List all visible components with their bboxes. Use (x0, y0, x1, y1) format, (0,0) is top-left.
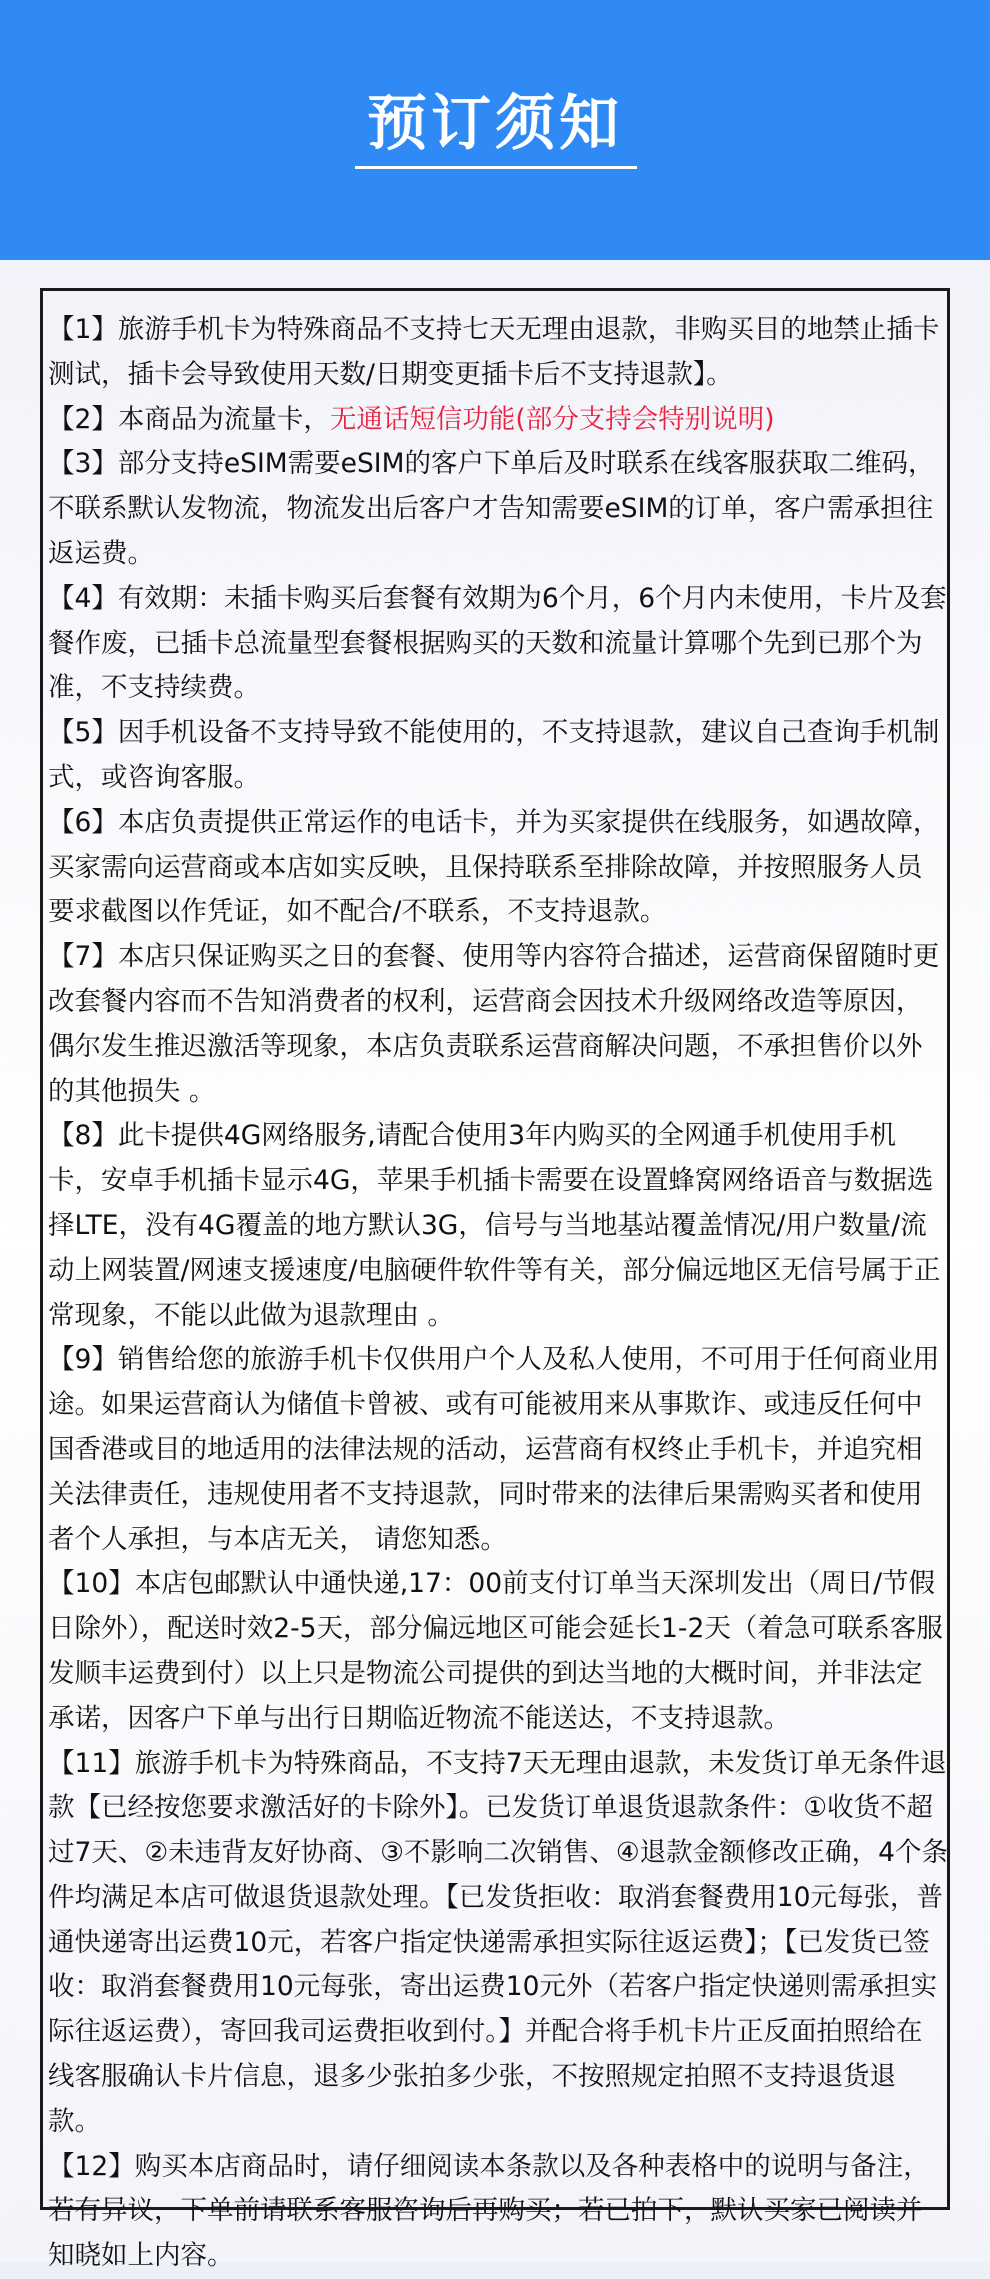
notice-text: 【11】旅游手机卡为特殊商品，不支持7天无理由退款，未发货订单无条件退款【已经按您要求激活好的卡除外】。已发货订单退货退款条件：①收货不超过7天、②未违背友好协商、③不影响二次销售、④退款金额修改正确，4个条件均满足本店可做退货退款处理。【已发货拒收：取消套餐费用10元每张，普通快递寄出运费10元，若客户指定快递需承担实际往返运费】；【已发货已签收：取消套餐费用10元每张，寄出运费10元外（若客户指定快递则需承担实际往返运费），寄回我司运费拒收到付。】并配合将手机卡片正反面拍照给在线客服确认卡片信息，退多少张拍多少张，不按照规定拍照不支持退货退款。 (48, 1747, 948, 2137)
notice-item-3 (48, 442, 948, 576)
notice-text: 【2】本商品为流量卡， (48, 403, 330, 435)
notice-text: 【9】销售给您的旅游手机卡仅供用户个人及私人使用，不可用于任何商业用途。如果运营商认为储值卡曾被、或有可能被用来从事欺诈、或违反任何中国香港或目的地适用的法律法规的活动，运营商有权终止手机卡，并追究相关法律责任，违规使用者不支持退款，同时带来的法律后果需购买者和使用者个人承担，与本店无关， 请您知悉。 (48, 1344, 940, 1555)
notice-text: 【5】因手机设备不支持导致不能使用的，不支持退款，建议自己查询手机制式，或咨询客服。 (48, 717, 940, 793)
notice-item-8 (48, 1114, 948, 1338)
notice-item-4 (48, 577, 948, 711)
notice-text: 【3】部分支持eSIM需要eSIM的客户下单后及时联系在线客服获取二维码，不联系默认发物流，物流发出后客户才告知需要eSIM的订单，客户需承担往返运费。 (48, 448, 935, 569)
notice-list (48, 308, 948, 2279)
notice-item-1 (48, 308, 948, 398)
notice-item-2 (48, 398, 948, 443)
notice-item-12 (48, 2145, 948, 2279)
notice-text: 【12】购买本店商品时，请仔细阅读本条款以及各种表格中的说明与备注，若有异议，下单前请联系客服咨询后再购买；若已拍下，默认买家已阅读并知晓如上内容。 (48, 2150, 930, 2272)
notice-text: 【8】此卡提供4G网络服务,请配合使用3年内购买的全网通手机使用手机卡，安卓手机插卡显示4G，苹果手机插卡需要在设置蜂窝网络语音与数据选择LTE，没有4G覆盖的地方默认3G，信号与当地基站覆盖情况/用户数量/流动上网装置/网速支援速度/电脑硬件软件等有关，部分偏远地区无信号属于正常现象，不能以此做为退款理由 。 (48, 1120, 941, 1331)
notice-item-9 (48, 1338, 948, 1562)
notice-item-5 (48, 711, 948, 801)
notice-text: 【7】本店只保证购买之日的套餐、使用等内容符合描述，运营商保留随时更改套餐内容而不告知消费者的权利，运营商会因技术升级网络改造等原因，偶尔发生推迟激活等现象，本店负责联系运营商解决问题，不承担售价以外的其他损失 。 (48, 941, 940, 1107)
notice-item-11 (48, 1742, 948, 2145)
notice-highlight: 无通话短信功能(部分支持会特别说明) (329, 403, 775, 435)
notice-text: 【6】本店负责提供正常运作的电话卡，并为买家提供在线服务，如遇故障，买家需向运营商或本店如实反映，且保持联系至排除故障，并按照服务人员要求截图以作凭证，如不配合/不联系，不支持退款。 (48, 806, 940, 928)
title-underline (355, 166, 637, 169)
notice-item-6 (48, 801, 948, 935)
notice-item-10 (48, 1562, 948, 1741)
notice-text: 【10】本店包邮默认中通快递,17：00前支付订单当天深圳发出（周日/节假日除外），配送时效2-5天，部分偏远地区可能会延长1-2天（着急可联系客服发顺丰运费到付）以上只是物流公司提供的到达当地的大概时间，并非法定承诺，因客户下单与出行日期临近物流不能送达，不支持退款。 (48, 1568, 943, 1734)
page-title: 预订须知 (367, 89, 623, 159)
notice-text: 【1】旅游手机卡为特殊商品不支持七天无理由退款，非购买目的地禁止插卡测试，插卡会导致使用天数/日期变更插卡后不支持退款】。 (48, 314, 940, 390)
notice-text: 【4】有效期：未插卡购买后套餐有效期为6个月，6个月内未使用，卡片及套餐作废，已插卡总流量型套餐根据购买的天数和流量计算哪个先到已那个为准，不支持续费。 (48, 582, 947, 704)
notice-item-7 (48, 935, 948, 1114)
